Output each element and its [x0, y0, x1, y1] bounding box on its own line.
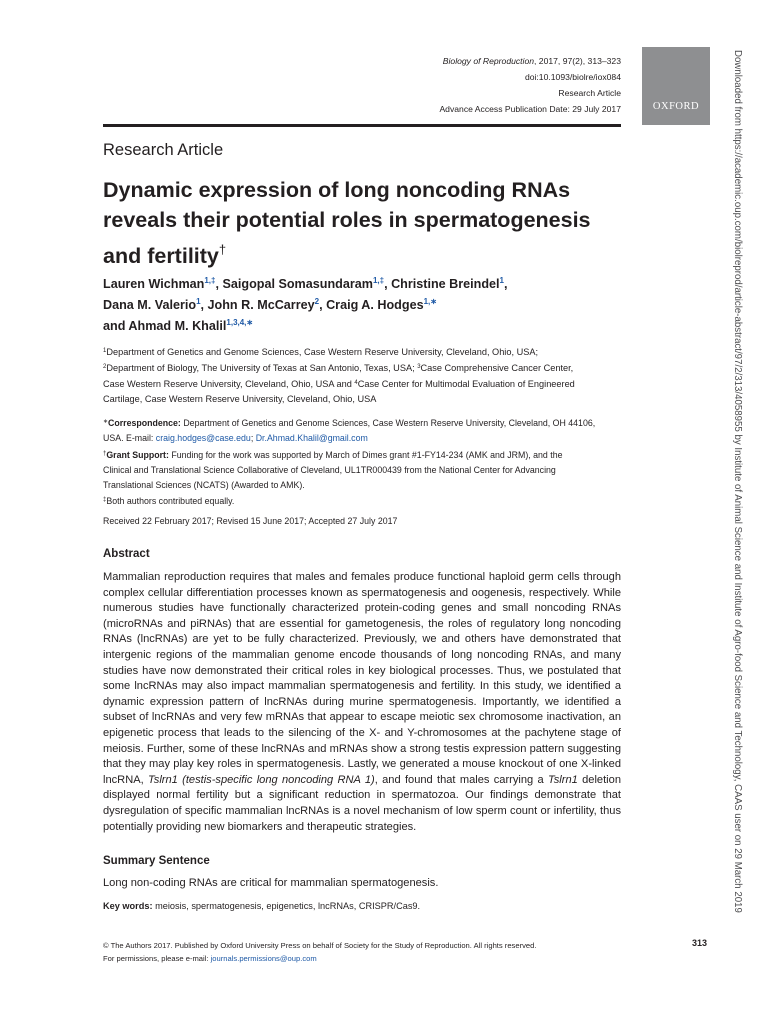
author-affiliation-marks[interactable]: 1,∗ — [423, 297, 437, 306]
publisher-logo-text: OXFORD — [652, 101, 700, 112]
received-dates: Received 22 February 2017; Revised 15 June 2017; Accepted 27 July 2017 — [103, 516, 398, 526]
grant-text-line: Translational Sciences (NCATS) (Awarded to AMK). — [103, 480, 305, 491]
author-name: , Christine Breindel — [384, 277, 500, 291]
journal-doi: doi:10.1093/biolre/iox084 — [524, 72, 621, 82]
author-name: , Craig A. Hodges — [319, 298, 424, 312]
download-watermark-text: Downloaded from https://academic.oup.com/biolreprod/article-abstract/97/2/313/4058955 by Institute of Animal Science and Institute of Agro-food Science and Technology, CAAS user on 29 March 2019 — [732, 50, 743, 913]
abstract-gene-name: Tslrn1 (testis-specific long noncoding RNA 1) — [148, 773, 375, 786]
keywords-label: Key words: — [103, 901, 153, 911]
permissions-line — [103, 952, 536, 965]
correspondence-note — [103, 415, 623, 431]
correspondence-label: Correspondence: — [108, 418, 181, 428]
affiliation-number: 3 — [417, 364, 421, 370]
footnote-mark: ‡ — [103, 497, 107, 504]
footnote-mark: ∗ — [103, 419, 109, 425]
equal-contribution-note — [103, 493, 623, 509]
author-separator: , — [504, 277, 508, 291]
affiliation-line — [103, 360, 623, 376]
affiliation-number: 2 — [103, 364, 107, 370]
author-name: Lauren Wichman — [103, 277, 205, 291]
affiliation-line — [103, 376, 623, 392]
grant-note — [103, 447, 623, 463]
journal-name: Biology of Reproduction — [442, 56, 535, 66]
affiliation-line — [103, 344, 623, 360]
abstract-segment: deletion displayed normal fertility but a significant reduction in spermatozoa. Our findings demonstrate that dysregulation of specific mammalian lncRNAs is a novel mechanism of low sperm count or infertility, thus potentially providing new biomarkers and therapeutic strategies. — [103, 773, 621, 833]
article-type: Research Article — [103, 141, 224, 159]
grant-text-line: Clinical and Translational Science Collaborative of Cleveland, UL1TR000439 from the National Center for Advancing — [103, 464, 556, 475]
grant-label: Grant Support: — [106, 449, 169, 460]
permissions-text: For permissions, please e-mail: — [103, 954, 211, 963]
permissions-email-link[interactable]: journals.permissions@oup.com — [210, 954, 317, 963]
footnote-mark: † — [103, 450, 107, 457]
affiliation-text: Cartilage, Case Western Reserve University, Cleveland, Ohio, USA — [103, 394, 377, 404]
author-affiliation-marks[interactable]: 1,3,4,∗ — [226, 318, 254, 327]
title-line-1: Dynamic expression of long noncoding RNAs — [103, 178, 571, 202]
abstract-segment: , and found that males carrying a — [374, 773, 548, 786]
abstract-segment: Mammalian reproduction requires that males and females produce functional haploid germ cells through complex cellular differentiation processes known as spermatogenesis and oogenesis, respectively. While numerous studies have functionally characterized protein-coding genes and small noncoding RNAs (microRNAs and piRNAs) that are essential for gametogenesis, the roles of regulatory long noncoding RNAs (lncRNAs) are yet to be fully characterized. Previously, we and others have demonstrated that intergenic regions of the mammalian genome encode thousands of long noncoding RNAs, and many studies have now demonstrated their critical roles in key biological processes. Thus, we postulated that some lncRNAs may also impact mammalian spermatogenesis and fertility. In this study, we identified a dynamic expression pattern of lncRNAs during murine spermatogenesis. Importantly, we identified a subset of lncRNAs and very few mRNAs that appear to escape meiotic sex chromosome inactivation, an epigenetic process that leads to the silencing of the X- and Y-chromosomes at the pachytene stage of meiosis. Further, some of these lncRNAs and mRNAs show a strong testis expression pattern suggesting that they may play key roles in spermatogenesis. Lastly, we generated a mouse knockout of one X-linked lncRNA, — [103, 571, 621, 786]
author-affiliation-marks[interactable]: 2 — [314, 297, 320, 306]
abstract-heading: Abstract — [103, 548, 150, 560]
copyright-footer — [103, 939, 536, 965]
journal-access-date: Advance Access Publication Date: 29 July 2017 — [439, 104, 621, 114]
author-affiliation-marks[interactable]: 1 — [499, 276, 504, 285]
title-footnote-mark[interactable]: † — [218, 242, 227, 257]
title-line-2: reveals their potential roles in spermatogenesis — [103, 208, 591, 232]
author-affiliation-marks[interactable]: 1 — [196, 297, 201, 306]
header-rule — [103, 124, 621, 127]
affiliation-text: Department of Biology, The University of Texas at San Antonio, Texas, USA; — [106, 363, 418, 373]
correspondence-text: USA. E-mail: — [103, 433, 156, 444]
affiliation-text: Department of Genetics and Genome Sciences, Case Western Reserve University, Cleveland, Ohio, USA; — [106, 347, 539, 357]
keywords-text: meiosis, spermatogenesis, epigenetics, lncRNAs, CRISPR/Cas9. — [152, 901, 421, 911]
author-notes — [103, 415, 623, 510]
affiliations — [103, 344, 623, 407]
publisher-logo — [642, 47, 710, 125]
title-line-3: and fertility — [103, 244, 219, 268]
copyright-line: © The Authors 2017. Published by Oxford University Press on behalf of Society for the Study of Reproduction. All rights reserved. — [103, 941, 537, 950]
author-affiliation-marks[interactable]: 1,‡ — [372, 276, 385, 285]
author-affiliation-marks[interactable]: 1,‡ — [204, 276, 216, 285]
affiliation-text: Case Western Reserve University, Cleveland, Ohio, USA and — [103, 379, 355, 389]
affiliation-text: Case Comprehensive Cancer Center, — [420, 363, 574, 373]
author-name: and Ahmad M. Khalil — [103, 319, 227, 333]
download-watermark-strip — [728, 50, 758, 980]
page-number: 313 — [692, 938, 708, 948]
summary-text: Long non-coding RNAs are critical for mammalian spermatogenesis. — [103, 877, 439, 889]
journal-citation — [439, 53, 621, 69]
paper-title — [103, 175, 633, 271]
separator: ; — [250, 433, 256, 444]
keywords — [103, 901, 420, 911]
correspondence-email-line — [103, 431, 623, 446]
author-name: , John R. McCarrey — [200, 298, 315, 312]
summary-heading: Summary Sentence — [103, 855, 210, 867]
email-link[interactable]: Dr.Ahmad.Khalil@gmail.com — [255, 433, 368, 444]
author-name: , Saigopal Somasundaram — [215, 277, 373, 291]
equal-contribution-text: Both authors contributed equally. — [106, 496, 235, 507]
author-list — [103, 272, 643, 335]
journal-volume: , 2017, 97(2), 313–323 — [534, 56, 621, 66]
email-link[interactable]: craig.hodges@case.edu — [155, 433, 251, 444]
affiliation-number: 4 — [354, 380, 358, 386]
journal-header — [439, 53, 621, 117]
journal-type: Research Article — [558, 88, 621, 98]
correspondence-text: Department of Genetics and Genome Sciences, Case Western Reserve University, Cleveland, OH 44106, — [180, 418, 596, 428]
affiliation-text: Case Center for Multimodal Evaluation of Engineered — [357, 379, 575, 389]
abstract-gene-name: Tslrn1 — [548, 773, 578, 786]
affiliation-line — [103, 392, 623, 407]
abstract-text — [103, 570, 621, 835]
grant-text: Funding for the work was supported by March of Dimes grant #1-FY14-234 (AMK and JRM), and the — [168, 449, 563, 460]
affiliation-number: 1 — [103, 348, 107, 354]
author-name: Dana M. Valerio — [103, 298, 197, 312]
